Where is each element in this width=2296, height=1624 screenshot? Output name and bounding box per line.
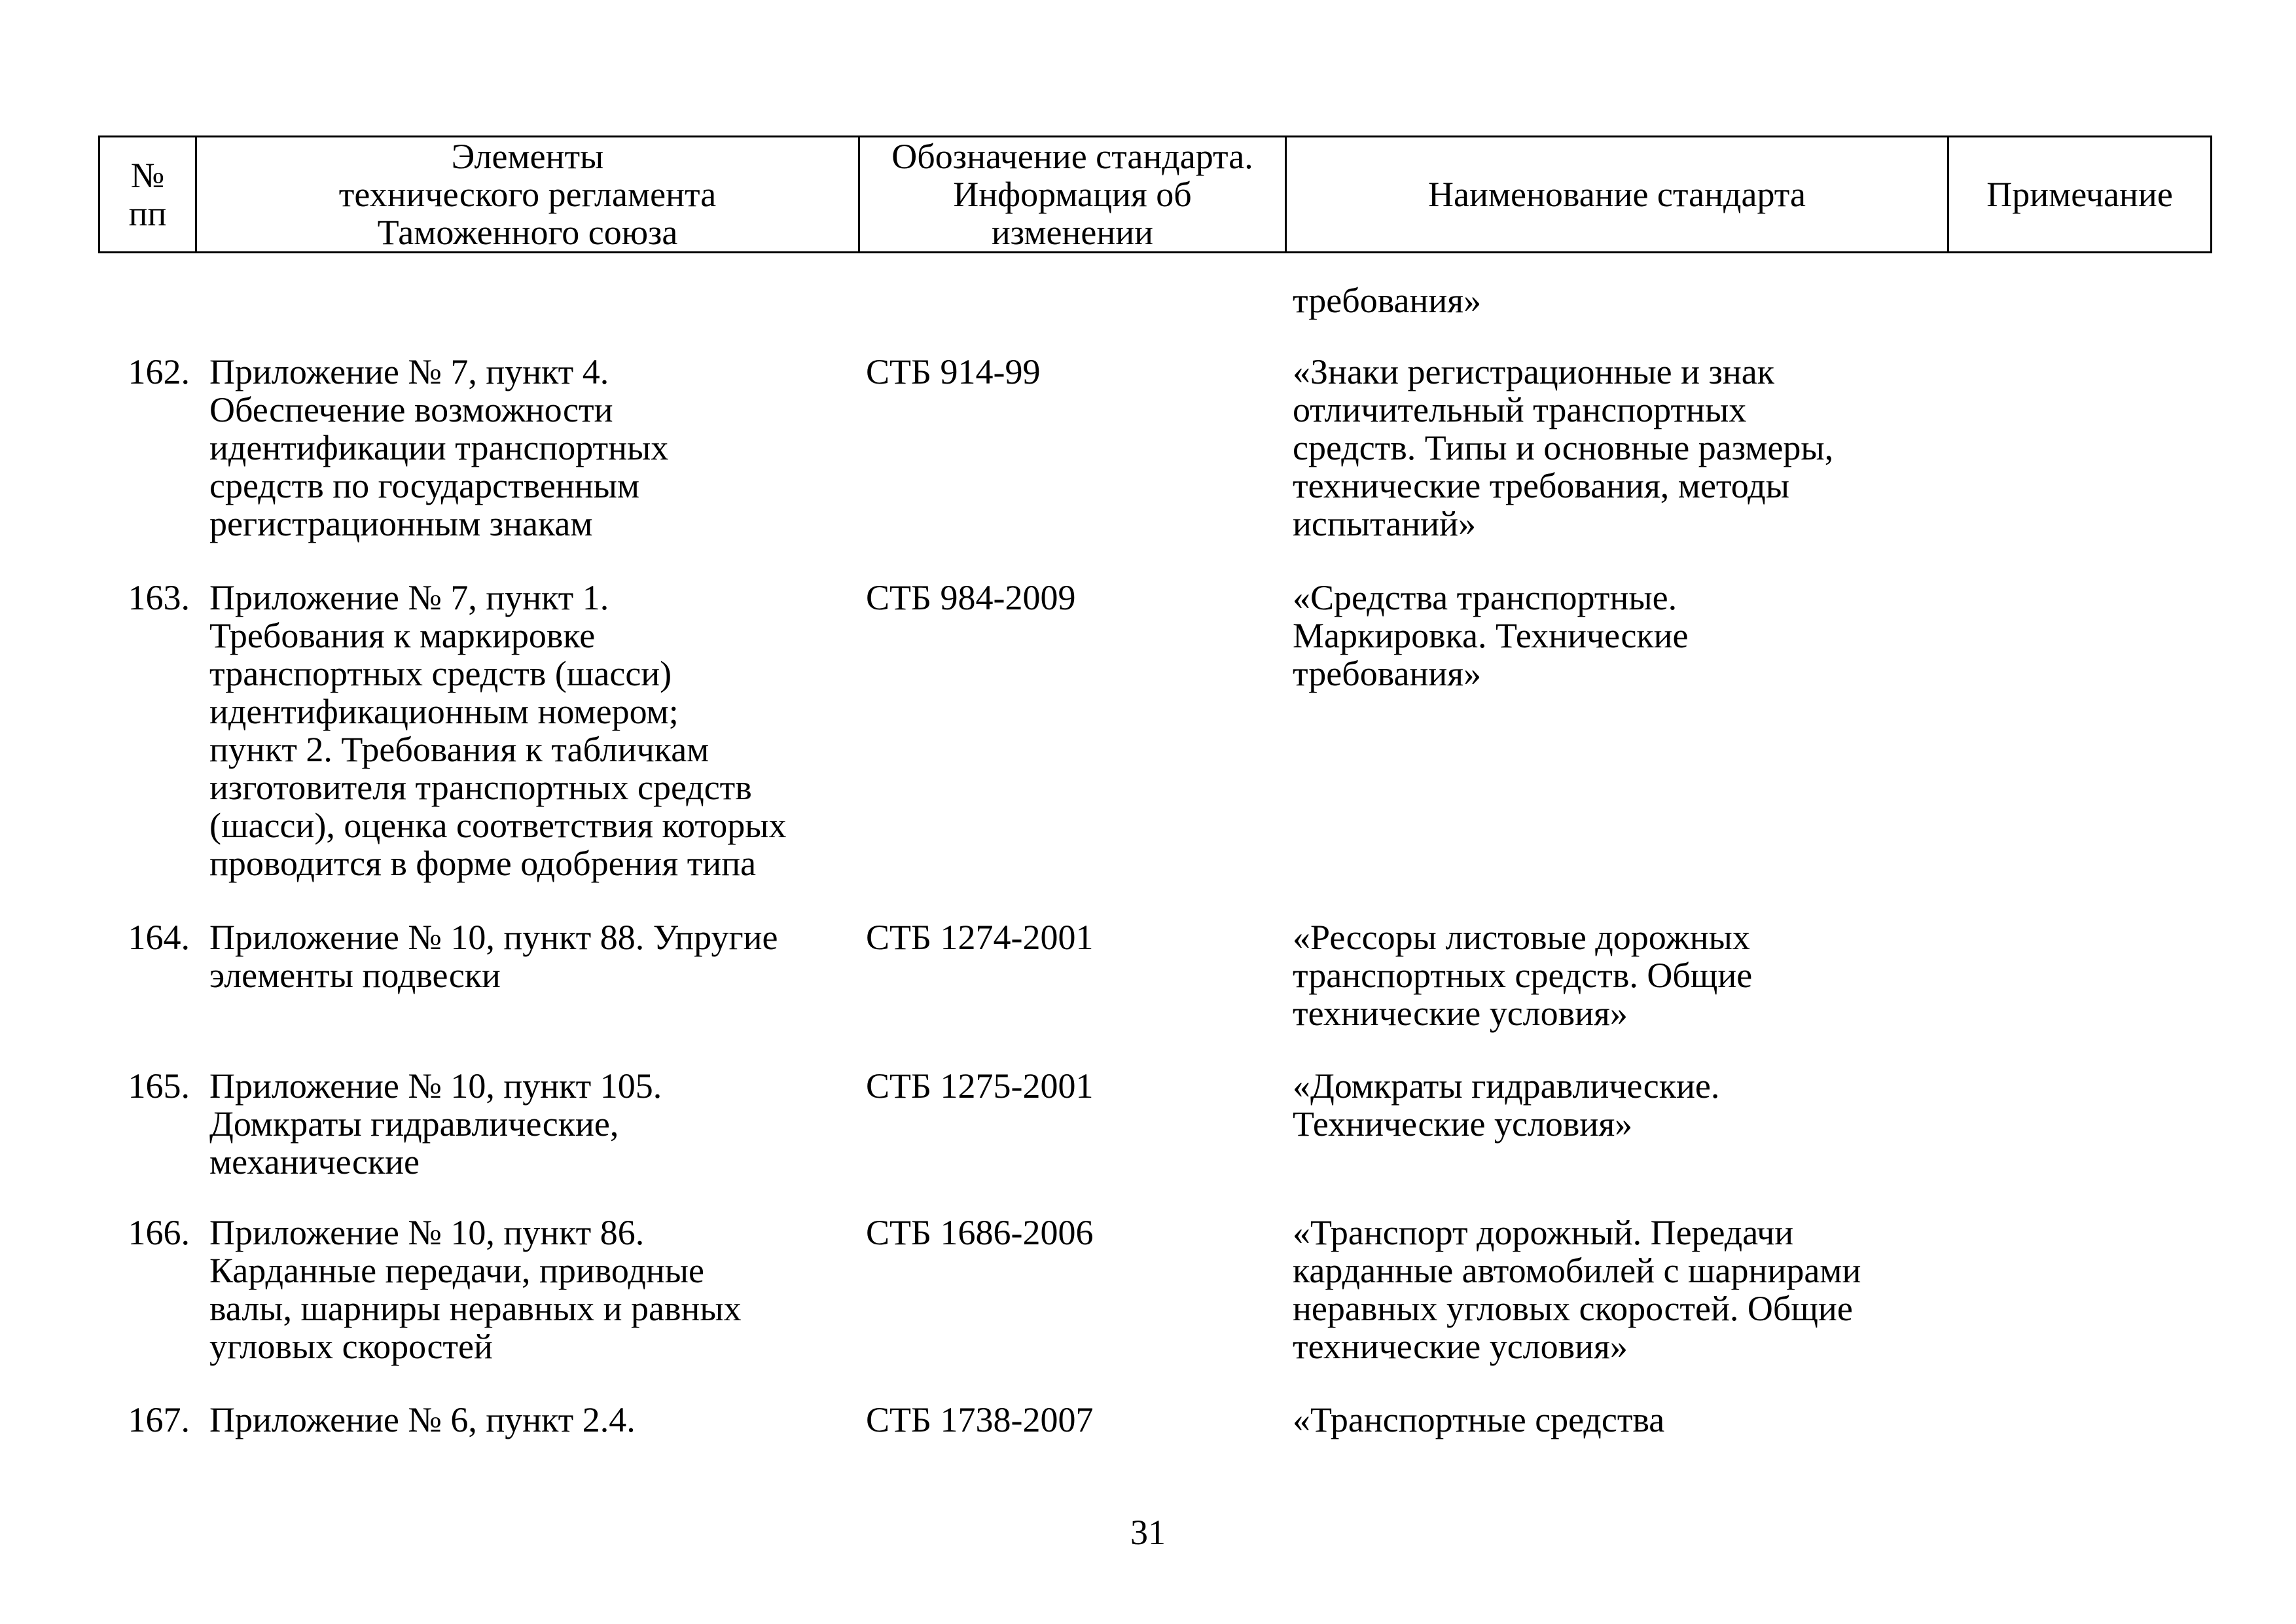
header-note: Примечание <box>1948 137 2212 253</box>
row-standard-code: СТБ 1275-2001 <box>866 1066 1094 1106</box>
header-elements: Элементы технического регламента Таможенного союза <box>196 137 859 253</box>
row-number: 165. <box>128 1066 190 1106</box>
row-number: 166. <box>128 1213 190 1252</box>
row-standard-code: СТБ 984-2009 <box>866 578 1076 617</box>
row-elements: Приложение № 10, пункт 86. Карданные передачи, приводные валы, шарниры неравных и равных угловых скоростей <box>209 1213 742 1366</box>
row-number: 167. <box>128 1400 190 1439</box>
row-standard-name: «Домкраты гидравлические. Технические условия» <box>1293 1066 1720 1144</box>
row-standard-code: СТБ 1686-2006 <box>866 1213 1094 1252</box>
header-row <box>99 137 2212 253</box>
row-standard-name: «Средства транспортные. Маркировка. Технические требования» <box>1293 578 1689 693</box>
row-number: 163. <box>128 578 190 617</box>
continuation-text: требования» <box>1293 281 1482 320</box>
header-name: Наименование стандарта <box>1286 137 1948 253</box>
page-number: 31 <box>1130 1513 1166 1552</box>
row-elements: Приложение № 7, пункт 4. Обеспечение возможности идентификации транспортных средств по государственным регистрационным знакам <box>209 352 669 543</box>
header-code: Обозначение стандарта. Информация об изменении <box>859 137 1286 253</box>
row-elements: Приложение № 10, пункт 105. Домкраты гидравлические, механические <box>209 1066 662 1182</box>
row-number: 164. <box>128 918 190 957</box>
row-elements: Приложение № 10, пункт 88. Упругие элементы подвески <box>209 918 778 995</box>
row-standard-name: «Транспортные средства <box>1293 1400 1665 1439</box>
header-num: № пп <box>99 137 196 253</box>
row-standard-name: «Рессоры листовые дорожных транспортных средств. Общие технические условия» <box>1293 918 1753 1033</box>
row-number: 162. <box>128 352 190 391</box>
table-header <box>98 135 2212 253</box>
row-elements: Приложение № 6, пункт 2.4. <box>209 1400 636 1439</box>
row-standard-name: «Знаки регистрационные и знак отличительный транспортных средств. Типы и основные размеры, технические требования, методы испытаний» <box>1293 352 1834 543</box>
row-standard-code: СТБ 914-99 <box>866 352 1041 391</box>
row-standard-name: «Транспорт дорожный. Передачи карданные автомобилей с шарнирами неравных угловых скоростей. Общие технические условия» <box>1293 1213 1861 1366</box>
row-standard-code: СТБ 1738-2007 <box>866 1400 1094 1439</box>
row-standard-code: СТБ 1274-2001 <box>866 918 1094 957</box>
row-elements: Приложение № 7, пункт 1. Требования к маркировке транспортных средств (шасси) идентификационным номером; пункт 2. Требования к табличкам изготовителя транспортных средств (шасси), оценка соответствия которых проводится в форме одобрения типа <box>209 578 787 883</box>
